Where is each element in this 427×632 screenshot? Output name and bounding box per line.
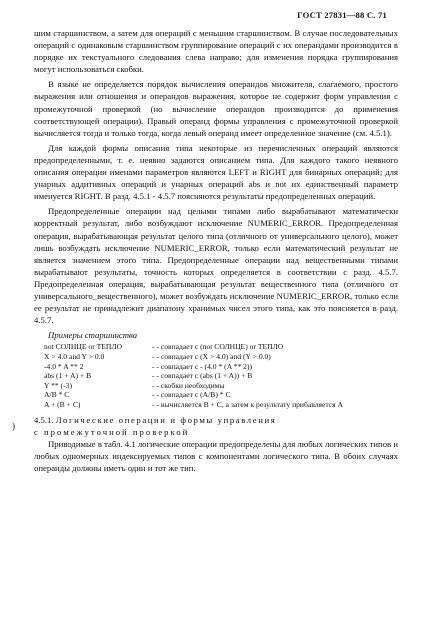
- example-note: - - скобки необходимы: [152, 380, 225, 390]
- example-note: - - вычисляется B + C, а затем к результату прибавляется A: [152, 399, 344, 409]
- example-note: - - совпадает с (not СОЛНЦЕ) or ТЕПЛО: [152, 342, 284, 352]
- example-row: [44, 362, 398, 372]
- example-code: Y ** (-3): [44, 380, 72, 390]
- example-note: - - совпадает с (X > 4.0) and (Y > 0.0): [152, 351, 271, 361]
- examples-label: Примеры старшинства: [48, 330, 138, 341]
- example-row: [44, 390, 398, 400]
- paragraph-1: шим старшинством, а затем для операций с меньшим старшинством. В случае последовательных операций с одинаковым старшинством группирование операций с их операндами производится в порядке их текстуального следования слева направо; для изменения порядка группирования могут использоваться скобки.: [34, 28, 398, 75]
- example-row: [44, 400, 398, 410]
- margin-mark: ): [12, 421, 15, 431]
- paragraph-3: Для каждой формы описания типа некоторые из перечисленных операций являются предопределенными, т. е. неявно задаются описанием типа. Для каждого такого неявного описания операции именами параметров являются LEFT и RIGHT для бинарных операций; для унарных аддитивных операций и унарных операций abs и not их единственный параметр именуется RIGHT. В разд. 4.5.1 - 4.5.7 поясняются результаты предопределенных операций.: [34, 142, 398, 202]
- example-row: [44, 342, 398, 352]
- example-note: - - совпадает с (abs (1 + A)) + B: [152, 371, 253, 381]
- example-code: abs (1 + A) + B: [44, 371, 92, 381]
- example-code: A/B * C: [44, 390, 70, 400]
- section-title-continuation: с промежуточной проверкой: [34, 426, 190, 437]
- paragraph-2: В языке не определяется порядок вычисления операндов множителя, слагаемого, простого выражения или отношения и операндов выражения, которое не содержит форм управления с промежуточной проверкой (но вычисление операндов производится до применения соответствующей операции). Правый операнд формы управления с промежуточной проверкой вычисляется тогда и только тогда, когда левый операнд имеет определенное значение (см. 4.5.1).: [34, 79, 398, 138]
- page-body: [34, 27, 398, 477]
- example-code: X > 4.0 and Y > 0.0: [44, 351, 105, 361]
- examples-list: [44, 342, 398, 409]
- section-number: 4.5.1.: [34, 414, 54, 425]
- example-code: not СОЛНЦЕ or ТЕПЛО: [44, 342, 123, 352]
- example-code: -4.0 * A ** 2: [44, 361, 84, 371]
- example-note: - - совпадает с - (4.0 * (A ** 2)): [152, 361, 253, 371]
- section-heading: [34, 414, 398, 438]
- example-row: [44, 371, 398, 381]
- page-header: ГОСТ 27831—88 С. 71: [297, 10, 387, 20]
- final-paragraph: Приводимые в табл. 4.1 логические операции предопределены для любых логических типов и любых одномерных индексируемых типов с компонентами логического типа. В обоих случаях операнды должны иметь один и тот же тип.: [34, 438, 398, 473]
- paragraph-4: Предопределенные операции над целыми типами либо вырабатывают математически корректный результат, либо возбуждают исключение NUMERIC_ERROR. Предопределенная операция, вырабатывающая результат целого типа (отличного от универсального целого), может лишь возбуждать исключение NUMERIC_ERROR, только если математический результат не является значением этого типа. Предопределенные операции над вещественными типами вырабатывают результаты, точность которых определяется в соответствии с разд. 4.5.7. Предопределенная операция, вырабатывающая результат вещественного типа (отличного от универсального_вещественного), может возбуждать исключение NUMERIC_ERROR, только если ее результат не принадлежит диапазону хранимых чисел этого типа, как это поясняется в разд. 4.5.7.: [34, 206, 398, 326]
- example-row: [44, 352, 398, 362]
- example-code: A + (B + C): [44, 399, 81, 409]
- example-note: - - совпадает с (A/B) * C: [152, 390, 231, 400]
- example-row: [44, 381, 398, 391]
- section-title: Логические операции и формы управления: [55, 414, 277, 425]
